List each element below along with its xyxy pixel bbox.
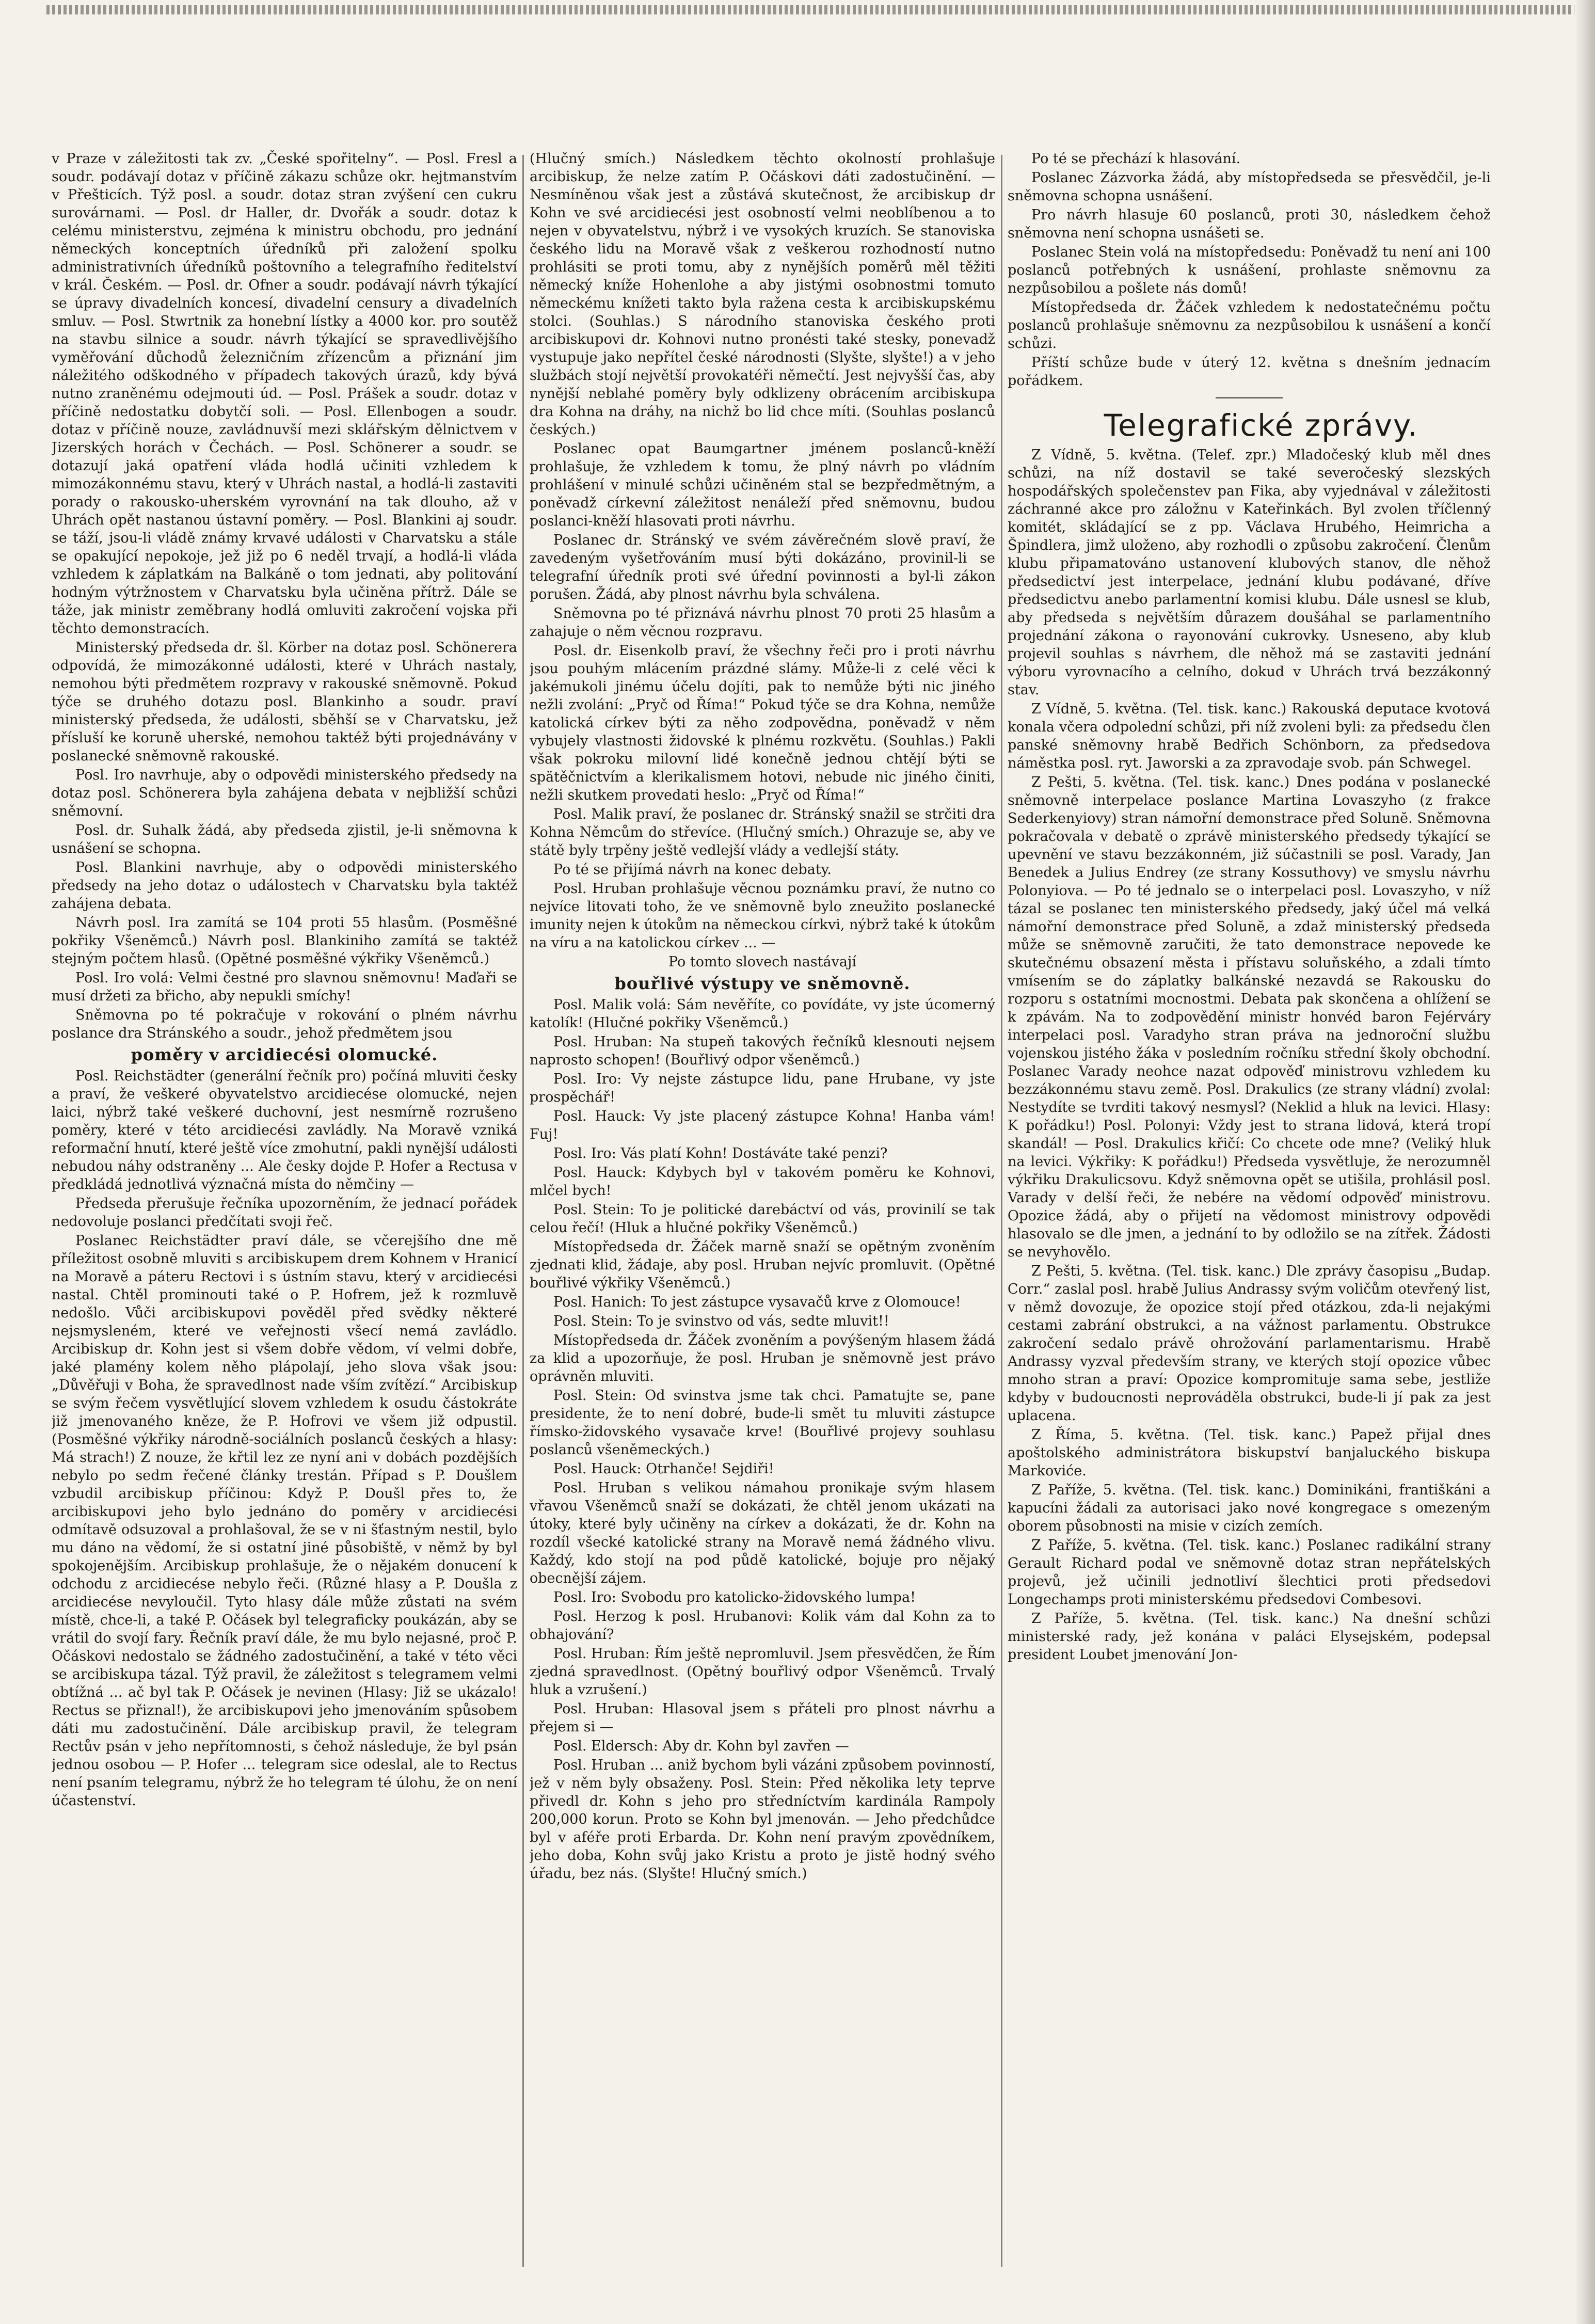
paragraph: Příští schůze bude v úterý 12. května s dnešním jednacím pořádkem. bbox=[1008, 355, 1491, 389]
paragraph: Pro návrh hlasuje 60 poslanců, proti 30, následkem čehož sněmovna není schopna usnášeti se. bbox=[1008, 207, 1491, 241]
paragraph: Posl. Reichstädter (generální řečník pro) počíná mluviti česky a praví, že veškeré obyvatelstvo arcidiecése olomucké, nejen laici, nýbrž také veškeré duchovní, jest nesmírně rozrušeno poměry, které v této arcidiecési zavládly. Na Moravě vzniká reformační hnutí, které ještě více zmohutní, pakli nynější události nebudou náhy odstraněny ... Ale česky dojde P. Hofer a Rectusa v předkládá jednotlivá význačná místa do němčiny — bbox=[52, 1068, 517, 1192]
paragraph: Posl. Herzog k posl. Hrubanovi: Kolik vám dal Kohn za to obhajování? bbox=[530, 1609, 995, 1643]
news-item: Z Paříže, 5. května. (Tel. tisk. kanc.) Poslanec radikální strany Gerault Richard podal ve sněmovně dotaz stran nepřátelských projevů, jež učinili jednotliví šlechtici proti předsedovi Longechamps proti ministerskému předsedovi Combesovi. bbox=[1008, 1537, 1491, 1607]
news-item: Z Pešti, 5. května. (Tel. tisk. kanc.) Dnes podána v poslanecké sněmovně interpelace poslance Martina Lovaszyho (z frakce Sederkenyiovy) stran námořní demonstrace před Solunĕ. Sněmovna pokračovala v debatě o zprávě ministerského předsedy týkající se upevnění ve stavu bezzákonném, již súčastnili se posl. Varady, Jan Benedek a Julius Endrey (ze strany Kossuthovy) ve smyslu návrhu Polonyiova. — Po té jednalo se o interpelaci posl. Lovaszyho, v níž tázal se poslanec ten ministerského předsedy, jaký účel má velká námořní demonstrace před Solunĕ, a zdaž ministerský předseda může se sněmovně zaručiti, že tato demonstrace nepovede ke skutečnému obsazení města i přístavu soluňského, a zdali tímto vmísením se do záplatky balkánské nezavdá se Rakousku do rozporu s ostatními mocnostmi. Debata pak skončena a ohlížení se k zpávám. Na to zodpovědění ministr honvéd baron Fejérváry interpelaci posl. Varadyho stran práva na jednoroční službu vojenskou jistého žáka v posledním ročníku střední školy obchodní. Poslanec Varady neohce nazat odpověď ministrovu vzhledem ku bezzákonnému stavu země. Posl. Drakulics (ze strany vládní) zvolal: Nestydíte se tvrditi takový nesmysl? (Neklid a hluk na levici. Hlasy: K pořádku!) Posl. Polonyi: Vždy jest to strana lidová, která tropí skandál! — Posl. Drakulics křičí: Co chcete ode mne? (Veliký hluk na levici. Výkřiky: K pořádku!) Předseda vysvětluje, že nerozumněl výkřiku Drakulicsovu. Když sněmovna opět se utišila, prohlásil posl. Varady v delší řeči, že nebére na vědomí odpověď ministrovu. Opozice žádá, aby o přijetí na vědomost ministrovy odpovědi hlasovalo se dle jmen, a jednání to by odložilo se na zítřek. Žádosti se nevyhovělo. bbox=[1008, 774, 1491, 1260]
paragraph: Posl. Hauck: Vy jste placený zástupce Kohna! Hanba vám! Fuj! bbox=[530, 1108, 995, 1142]
column-divider bbox=[1001, 155, 1002, 2267]
paragraph: Posl. Malik praví, že poslanec dr. Stránský snažil se strčiti dra Kohna Němcům do střevíce. (Hlučný smích.) Ohrazuje se, aby ve státě byly trpěny ještě vedlejší vlády a vedlejší státy. bbox=[530, 806, 995, 858]
top-border bbox=[46, 5, 1574, 14]
column-2 bbox=[530, 150, 995, 2275]
paragraph: Poslanec Stein volá na místopředsedu: Poněvadž tu není ani 100 poslanců potřebných k usnášení, prohlaste sněmovnu za nezpůsobilou a pošlete nás domů! bbox=[1008, 244, 1491, 296]
paragraph: Posl. Hruban: Řím ještě nepromluvil. Jsem přesvědčen, že Řím zjedná spravedlnost. (Opětný bouřlivý odpor Všeněmců. Trvalý hluk a vzrušení.) bbox=[530, 1646, 995, 1698]
column-divider bbox=[522, 155, 524, 2267]
separator-rule bbox=[1216, 397, 1283, 399]
paragraph: Posl. Hruban prohlašuje věcnou poznámku praví, že nutno co nejvíce litovati toho, že ve sněmovně bylo zneužito poslanecké imunity nejen k útokům na německou církvi, nýbrž také k útokům na víru a na katolickou církev ... — bbox=[530, 881, 995, 951]
paragraph: Místopředseda dr. Žáček zvoněním a povýšeným hlasem žádá za klid a upozorňuje, že posl. Hruban je sněmovně jest právo oprávněn mluviti. bbox=[530, 1332, 995, 1384]
paragraph: Poslanec dr. Stránský ve svém závěrečném slově praví, že zavedeným vyšetřováním musí býti dokázáno, provinil-li se telegrafní úředník proti své úřední povinnosti a byl-li zákon porušen. Žádá, aby plnost návrhu byla schválena. bbox=[530, 532, 995, 602]
news-item: Z Vídně, 5. května. (Tel. tisk. kanc.) Rakouská deputace kvotová konala včera odpolední schůzi, při níž zvoleni byli: za předsedu člen panské sněmovny hrabě Bedřich Schönborn, za předsedova náměstka posl. ryt. Jaworski a za zpravodaje svob. pán Schwegel. bbox=[1008, 701, 1491, 771]
paragraph: Posl. dr. Eisenkolb praví, že všechny řeči pro i proti návrhu jsou pouhým mlácením prázdné slámy. Může-li z celé věci k jakémukoli jinému účelu dojíti, pak to nemůže býti nic jiného nežli zvolání: „Pryč od Říma!“ Pokud týče se dra Kohna, nemůže katolická církev býti za něho zodpovědna, poněvadž v něm vybujely vlastnosti židovské k plnému rozkvětu. (Souhlas.) Pakli však pokroku milovní lidé konečně jednou chtějí býti se spätěčnictvím a klerikalismem hotovi, nebude nic jiného činiti, nežli skutkem provedati heslo: „Pryč od Říma!“ bbox=[530, 643, 995, 803]
paragraph: Posl. Blankini navrhuje, aby o odpovědi ministerského předsedy na jeho dotaz o událostech v Charvatsku byla taktéž zahájena debata. bbox=[52, 859, 517, 912]
paragraph: Posl. Hruban: Na stupeň takových řečníků klesnouti nejsem naprosto schopen! (Bouřlivý odpor všeněmců.) bbox=[530, 1034, 995, 1068]
column-3 bbox=[1008, 150, 1491, 2275]
paragraph: Po tomto slovech nastávají bbox=[668, 954, 857, 970]
paragraph: Návrh posl. Ira zamítá se 104 proti 55 hlasům. (Posměšné pokřiky Všeněmců.) Návrh posl. Blankiniho zamítá se taktéž stejným počtem hlasů. (Opětné posměšné výkřiky Všeněmců.) bbox=[52, 915, 517, 967]
news-item: Z Říma, 5. května. (Tel. tisk. kanc.) Papež přijal dnes apoštolského administrátora biskupství banjaluckého biskupa Markoviće. bbox=[1008, 1427, 1491, 1479]
paragraph: Posl. Hauck: Otrhanče! Sejdiři! bbox=[553, 1461, 774, 1477]
paragraph: Posl. Hruban s velikou námahou pronikaje svým hlasem vřavou Všeněmců snaží se dokázati, že chtěl jenom ukázati na útoky, které byly učiněny na církev a dokázati, že dr. Kohn na rozdíl všecké katolické strany na Moravě nemá žádného vlivu. Každý, kdo stojí na pod půdě katolické, bojuje pro nějaký obecnější zájem. bbox=[530, 1480, 995, 1586]
paragraph: Ministerský předseda dr. šl. Körber na dotaz posl. Schönerera odpovídá, že mimozákonné události, které v Uhrách nastaly, nemohou býti předmětem rozpravy v rakouské sněmovně. Pokud týče se druhého dotazu posl. Blankinho a soudr. praví ministerský předseda, že události, sběhší se v Charvatsku, jež přísluší ke koruně uherské, nemohou taktéž býti projednávány v poslanecké sněmovně rakouské. bbox=[52, 640, 517, 764]
paragraph: Posl. Eldersch: Aby dr. Kohn byl zavřen — bbox=[553, 1738, 849, 1754]
news-item: Z Paříže, 5. května. (Tel. tisk. kanc.) Dominikáni, františkáni a kapucíni žádali za autorisaci jako nové kongregace s omezeným oborem působnosti na misie v cizích zemích. bbox=[1008, 1482, 1491, 1534]
paragraph: Poslanec opat Baumgartner jménem poslanců-kněží prohlašuje, že vzhledem k tomu, že plný návrh po vládním prohlášení v minulé schůzi učiněném stal se bezpředmětným, a poněvadž církevní záležitost nenáleží před sněmovnu, budou poslanci-kněží hlasovati proti návrhu. bbox=[530, 441, 995, 529]
telegraph-news-heading: Telegrafické zprávy. bbox=[1104, 408, 1418, 443]
paragraph: v Praze v záležitosti tak zv. „České spořitelny“. — Posl. Fresl a soudr. podávají dotaz v příčině zákazu schůze okr. hejtmanstvím v Přešticích. Týž posl. a soudr. dotaz stran zvýšení cen cukru surovárnami. — Posl. dr Haller, dr. Dvořák a soudr. dotaz k celému ministerstvu, zejména k ministru obchodu, pro jednání německých konceptních úředníků při založení spolku administrativních úředníků poštovního a telegrafního ředitelství v král. Českém. — Posl. dr. Ofner a soudr. podávají návrh týkající se úpravy divadelních koncesí, divadelní censury a divadelních smluv. — Posl. Stwrtnik za honební lístky a 4000 kor. pro soutěž na stavbu silnice a soudr. návrh týkající se spravedlivějšího vyměřování důchodů železničním zřízencům a přiznání jim náležitého odškodného v případech takových úrazů, kdy bývá nutno zraněnému odejmouti úd. — Posl. Prášek a soudr. dotaz v příčině nedostatku dobytčí soli. — Posl. Ellenbogen a soudr. dotaz v příčině nouze, zavládnuvší mezi sklářským dělnictvem v Jizerských horách v Čechách. — Posl. Schönerer a soudr. se dotazují jaká opatření vláda hodlá učiniti vzhledem k mimozákonnému stavu, který v Uhrách nastal, a hodlá-li zastaviti porady o rakousko-uherském vyrovnání na tak dlouho, až v Uhrách opět nastanou ústavní poměry. — Posl. Blankini aj soudr. se táží, jsou-li vládě známy krvavé události v Charvatsku a stále se opakující nepokoje, jež již po 6 neděl trvají, a hodlá-li vláda vzhledem k záplatkám na Balkáně o tom jednati, aby politování hodným výtržnostem v Charvatsku byla učiněna přítrž. Dále se táže, jak ministr zeměbrany hodlá omluviti zakročení vojska při těchto demonstracích. bbox=[52, 151, 517, 636]
paragraph: Posl. Hauck: Kdybych byl v takovém poměru ke Kohnovi, mlčel bych! bbox=[530, 1165, 995, 1199]
page-edge-shadow bbox=[1575, 0, 1595, 2324]
paragraph: Poslanec Reichstädter praví dále, se včerejšího dne mě příležitost osobně mluviti s arcibiskupem drem Kohnem v Hranicí na Moravě a páteru Rectovi i s ústním stavu, který v arcidiecési nastal. Chtěl prominouti také o P. Hofrem, jež k rozmluvě nedošlo. Vůči arcibiskupovi pověděl před svědky některé nejsmysleném, které ve veřejnosti všecí nemá zavládlo. Arcibiskup dr. Kohn jest si všem dobře vědom, ví velmi dobře, jaké plamény kolem něho plápolají, jeho slova však jsou: „Důvěřuji v Boha, že spravedlnost nade vším zvítězí.“ Arcibiskup se svým řečem vysvětlující slovem vzhledem k osudu částokráte již jmenovaného kněze, že P. Hofrovi ve všem již odpustil. (Posměšné výkřiky národně-sociálních poslanců českých a hlasy: Má strach!) Z nouze, že křtil lez ze nyní ani v dobách pozdějších nebylo po sedm řečené články trestán. Případ s P. Doušlem vzbudil arcibiskup příčinou: Když P. Doušl přes to, že arcibiskupovi jeho bylo jednáno do poměry v arcidiecési odmítavě odsuzoval a prohlašoval, že se v ni šťastným nestil, bylo mu dáno na vědomí, že si ostatní jiné působiště, v němž by byl spokojenějším. Arcibiskup prohlašuje, že o nějakém donucení k odchodu z arcidiecése nebylo řeči. (Různé hlasy a P. Doušla z arcidiecése nevyloučil. Tyto hlasy dále může zůstati na svém místě, chce-li, a také P. Očásek byl telegraficky poukázán, aby se vrátil do svojí fary. Řečník praví dále, že mu bylo nejasné, proč P. Očáskovi nedostalo se žádného zadostučinění, a také v této věci se arcibiskupa tázal. Týž pravil, že záležitost s telegramem velmi obtížná ... ač byl tak P. Očásek je nevinen (Hlasy: Již se ukázalo! Rectus se přiznal!), že arcibiskupovi jeho jmenováním spůsobem dáti mu zadostučinění. Dále arcibiskup pravil, že telegram Rectův psán v jeho nepřítomnosti, s čehož následuje, že byl psán jednou osobou — P. Hofer ... telegram sice odeslal, ale to Rectus není psaním telegramu, nýbrž že ho telegram té úlohu, že on není účastenství. bbox=[52, 1233, 517, 1809]
paragraph: Posl. Iro: Svobodu pro katolicko-židovského lumpa! bbox=[553, 1589, 916, 1605]
paragraph: Poslanec Zázvorka žádá, aby místopředseda se přesvědčil, je-li sněmovna schopna usnášení. bbox=[1008, 170, 1491, 204]
paragraph: Posl. Stein: To je politické darebáctví od vás, provinilí se tak celou řečí! (Hluk a hlučné pokřiky Všeněmců.) bbox=[530, 1202, 995, 1236]
section-heading: bouřlivé výstupy ve sněmovně. bbox=[614, 974, 911, 993]
paragraph: Po té se přijímá návrh na konec debaty. bbox=[553, 862, 832, 878]
paragraph: Sněmovna po té přiznává návrhu plnost 70 proti 25 hlasům a zahajuje o něm věcnou rozpravu. bbox=[530, 606, 995, 640]
paragraph: Místopředseda dr. Žáček vzhledem k nedostatečnému počtu poslanců prohlašuje sněmovnu za nezpůsobilou k usnášení a končí schůzi. bbox=[1008, 299, 1491, 352]
paragraph: Posl. Malik volá: Sám nevěříte, co povídáte, vy jste úcomerný katolík! (Hlučné pokřiky Všeněmců.) bbox=[530, 997, 995, 1031]
paragraph: Posl. Hruban ... aniž bychom byli vázáni způsobem povinností, jež v něm byly obsaženy. Posl. Stein: Před několika lety teprve přivedl dr. Kohn s jeho pro středníctvím kardinála Rampoly 200,000 korun. Proto se Kohn byl jmenován. — Jeho předchůdce byl v aféře proti Erbarda. Dr. Kohn není pravým zpovědníkem, jeho doba, Kohn svůj jako Kristu a proto je jistě hodný svého úřadu, bez nás. (Slyšte! Hlučný smích.) bbox=[530, 1757, 995, 1882]
paragraph: Sněmovna po té pokračuje v rokování o plném návrhu poslance dra Stránského a soudr., jehož předmětem jsou bbox=[52, 1007, 517, 1041]
paragraph: Místopředseda dr. Žáček marně snaží se opětným zvoněním zjednati klid, žádaje, aby posl. Hruban nejvíc promluvit. (Opětné bouřlivé výkřiky Všeněmců.) bbox=[530, 1239, 995, 1291]
paragraph: Posl. Iro volá: Velmi čestné pro slavnou sněmovnu! Maďaři se musí držeti za břicho, aby nepukli smíchy! bbox=[52, 970, 517, 1004]
news-item: Z Vídně, 5. května. (Telef. zpr.) Mladočeský klub měl dnes schůzi, na níž dostavil se také severočeský slezských hospodářských společenstev pan Fika, aby vyjednával v záležitosti záchranné akce pro záložnu v Kateřinkách. Byl zvolen tříčlenný komitét, skládající se z pp. Václava Hrubého, Heimricha a Špindlera, jimž uloženo, aby rozhodli o způsobu zakročení. Členům klubu připamatováno ustanovení klubových stanov, dle něhož předsedictví jest interpelace, jednání klubu podávané, dříve předsedictvu anebo parlamentní komisi klubu. Dále usnesl se klub, aby předseda s největším důrazem doušáhal se parlamentního projednání zákona o rayonování cukrovky. Usneseno, aby klub projevil souhlas s návrhem, dle něhož má se zastaviti jednání výboru vyrovnacího a celního, dokud v Uhrách trvá bezzákonný stav. bbox=[1008, 447, 1491, 698]
news-item: Z Paříže, 5. května. (Tel. tisk. kanc.) Na dnešní schůzi ministerské rady, jež konána v paláci Elysejském, podepsal president Loubet jmenování Jon- bbox=[1008, 1611, 1491, 1663]
paragraph: Posl. Stein: To je svinstvo od vás, sedte mluvit!! bbox=[553, 1313, 889, 1329]
paragraph: Posl. Iro navrhuje, aby o odpovědi ministerského předsedy na dotaz posl. Schönerera byla zahájena debata v nejbližší schůzi sněmovní. bbox=[52, 767, 517, 819]
paragraph: Posl. Hruban: Hlasoval jsem s přáteli pro plnost návrhu a přejem si — bbox=[530, 1701, 995, 1735]
paragraph: Posl. Iro: Vy nejste zástupce lidu, pane Hrubane, vy jste prospěchář! bbox=[530, 1071, 995, 1105]
paragraph: Předseda přerušuje řečníka upozorněním, že jednací pořádek nedovoluje poslanci předčítati svoji řeč. bbox=[52, 1196, 517, 1230]
paragraph: Posl. Iro: Vás platí Kohn! Dostáváte také penzi? bbox=[553, 1145, 888, 1161]
paragraph: Posl. Hanich: To jest zástupce vysavačů krve z Olomouce! bbox=[553, 1294, 961, 1310]
paragraph: Po té se přechází k hlasování. bbox=[1031, 151, 1241, 167]
paragraph: Posl. Stein: Od svinstva jsme tak chci. Pamatujte se, pane presidente, že to není dobré, bude-li smět tu mluviti zástupce římsko-židovského vysavače krve! (Bouřlivé projevy souhlasu poslanců všeněmeckých.) bbox=[530, 1388, 995, 1458]
paragraph: Posl. dr. Suhalk žádá, aby předseda zjistil, je-li sněmovna k usnášení se schopna. bbox=[52, 822, 517, 856]
section-heading: poměry v arcidiecési olomucké. bbox=[131, 1045, 438, 1064]
news-item: Z Pešti, 5. května. (Tel. tisk. kanc.) Dle zprávy časopisu „Budap. Corr.“ zaslal posl. hrabě Julius Andrassy svým voličům otevřený list, v němž dovozuje, že opozice stojí před otázkou, zda-li nejakými cestami zabrání obstrukci, a na vážnost parlamentu. Obstrukce zakročení sedalo právě ohrožování parlamentarismu. Hrabě Andrassy vyzval především strany, ve kterých stojí opozice vůbec mnoho stran a praví: Opozice kompromituje sama sebe, jestliže kdyby v budoucnosti neprováděla obstrukci, bude-li jí pak za jest uplacena. bbox=[1008, 1263, 1491, 1424]
paragraph: (Hlučný smích.) Následkem těchto okolností prohlašuje arcibiskup, že nelze zatím P. Očáskovi dáti zadostučinění. — Nesmíněnou však jest a zůstává skutečnost, že arcibiskup dr Kohn ve své arcidiecési jest osobností velmi neoblíbenou a to nejen v obyvatelstvu, nýbrž i ve vysokých kruzích. Se stanoviska českého lidu na Moravě však z veškerou rozhodností nutno prohlásiti se proti tomu, aby z nynějších poměrů měl těžiti německý kníže Hohenlohe a aby jistými osobnostmi tomuto německému knížeti takto byla ražena cesta k arcibiskupskému stolci. (Souhlas.) S národního stanoviska českého proti arcibiskupovi dr. Kohnovi nutno pronésti také stesky, ponevadž vystupuje jako nepřítel české národnosti (Slyšte, slyšte!) a v jeho službách stojí největší provokatéři němečtí. Jest nejvyšší čas, aby nynější neblahé poměry byly odklizeny obrácením arcibiskupa dra Kohna na dráhy, na nichž bo lid chce míti. (Souhlas poslanců českých.) bbox=[530, 151, 995, 438]
column-1 bbox=[52, 150, 517, 2275]
